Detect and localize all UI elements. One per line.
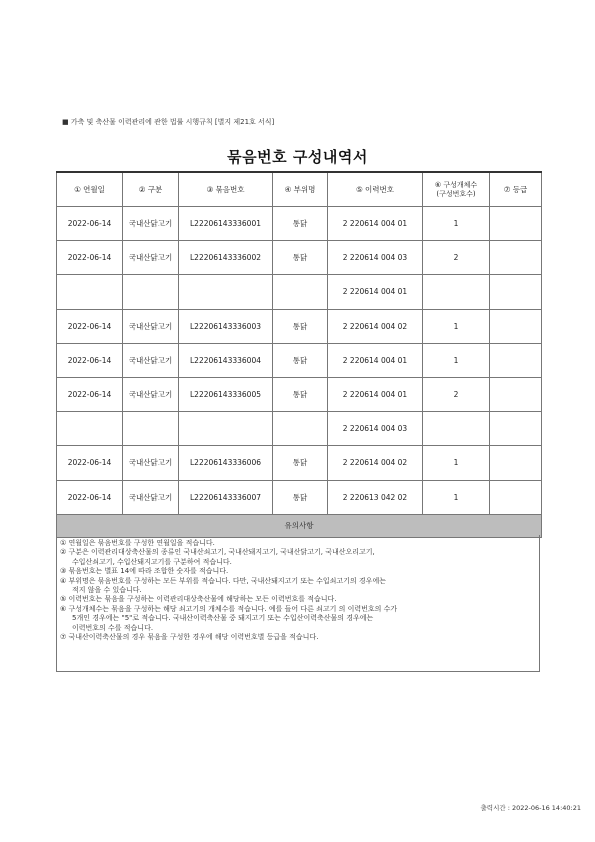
table-row [57,412,542,446]
cell-grade [490,275,542,309]
cell-date: 2022-06-14 [57,480,123,514]
cell-part-name: 통닭 [273,446,328,480]
cell-date: 2022-06-14 [57,446,123,480]
cell-date [57,275,123,309]
form-reference-note: ■ 가축 및 축산물 이력관리에 관한 법률 시행규칙 [별지 제21호 서식] [62,118,275,126]
cell-trace-number: 2 220614 004 01 [328,207,423,241]
column-header-grade: ⑦ 등급 [490,172,542,207]
table-row [57,207,542,241]
table-row [57,275,542,309]
table-row [57,480,542,514]
cell-date: 2022-06-14 [57,241,123,275]
cell-count: 1 [423,446,490,480]
column-header-count-line2: (구성번호수) [436,189,476,198]
cell-grade [490,377,542,411]
document-title: 묶음번호 구성내역서 [227,148,368,166]
table-row [57,241,542,275]
cell-count [423,412,490,446]
cell-count: 1 [423,343,490,377]
column-header-type: ② 구분 [123,172,179,207]
cell-bundle-number [179,412,273,446]
table-row [57,446,542,480]
column-header-part-name: ④ 부위명 [273,172,328,207]
cell-type: 국내산닭고기 [123,241,179,275]
cell-bundle-number: L22206143336004 [179,343,273,377]
cell-trace-number: 2 220614 004 01 [328,377,423,411]
column-header-count [423,172,490,207]
cell-trace-number: 2 220614 004 02 [328,446,423,480]
cell-part-name: 통닭 [273,480,328,514]
note-item-continuation: 적지 않을 수 있습니다. [72,586,142,595]
cell-grade [490,446,542,480]
notes-header-row [57,514,542,537]
cell-bundle-number: L22206143336005 [179,377,273,411]
cell-bundle-number: L22206143336002 [179,241,273,275]
note-item: ② 구분은 이력관리대상축산물의 종류인 국내산쇠고기, 국내산돼지고기, 국내산닭고기, 국내산오리고기, [60,548,375,557]
cell-bundle-number: L22206143336006 [179,446,273,480]
cell-date: 2022-06-14 [57,377,123,411]
cell-part-name [273,275,328,309]
cell-count: 1 [423,207,490,241]
cell-type: 국내산닭고기 [123,446,179,480]
cell-date: 2022-06-14 [57,207,123,241]
printed-timestamp: 출력시간 : 2022-06-16 14:40:21 [480,804,581,812]
note-item: ⑦ 국내산이력축산물의 경우 묶음을 구성한 경우에 해당 이력번호별 등급을 적습니다. [60,633,319,642]
note-item-continuation: 수입산쇠고기, 수입산돼지고기를 구분하여 적습니다. [72,557,232,566]
table-row [57,343,542,377]
note-item: ③ 묶음번호는 별표 14에 따라 조합한 숫자를 적습니다. [60,567,229,576]
cell-part-name: 통닭 [273,241,328,275]
cell-count: 2 [423,241,490,275]
cell-type: 국내산닭고기 [123,480,179,514]
cell-count: 1 [423,480,490,514]
table-header-row [57,172,542,207]
cell-type: 국내산닭고기 [123,377,179,411]
note-item-continuation: 5개인 경우에는 "5"로 적습니다. 국내산이력축산물 중 돼지고기 또는 수입산이력축산물의 경우에는 [72,614,374,623]
column-header-date: ① 연월일 [57,172,123,207]
cell-part-name: 통닭 [273,377,328,411]
cell-grade [490,309,542,343]
cell-grade [490,241,542,275]
cell-trace-number: 2 220614 004 01 [328,343,423,377]
cell-bundle-number: L22206143336007 [179,480,273,514]
cell-bundle-number: L22206143336003 [179,309,273,343]
cell-grade [490,343,542,377]
note-item: ⑥ 구성개체수는 묶음을 구성하는 해당 쇠고기의 개체수를 적습니다. 예를 들어 다른 쇠고기 의 이력번호의 수가 [60,604,398,613]
cell-count [423,275,490,309]
cell-type: 국내산닭고기 [123,343,179,377]
cell-grade [490,207,542,241]
cell-date [57,412,123,446]
cell-bundle-number: L22206143336001 [179,207,273,241]
note-item: ⑤ 이력번호는 묶음을 구성하는 이력관리대상축산물에 해당하는 모든 이력번호를 적습니다. [60,595,337,604]
cell-part-name: 통닭 [273,343,328,377]
column-header-bundle-number: ③ 묶음번호 [179,172,273,207]
cell-bundle-number [179,275,273,309]
cell-grade [490,412,542,446]
cell-trace-number: 2 220613 042 02 [328,480,423,514]
notes-title: 유의사항 [57,514,542,537]
cell-grade [490,480,542,514]
cell-date: 2022-06-14 [57,343,123,377]
table-row [57,309,542,343]
cell-part-name [273,412,328,446]
note-item-continuation: 이력번호의 수를 적습니다. [72,623,154,632]
cell-type [123,275,179,309]
notes-list [60,539,535,642]
cell-part-name: 통닭 [273,207,328,241]
cell-trace-number: 2 220614 004 01 [328,275,423,309]
cell-type [123,412,179,446]
cell-trace-number: 2 220614 004 03 [328,412,423,446]
cell-count: 1 [423,309,490,343]
bundle-composition-table [56,171,542,538]
table-row [57,377,542,411]
note-item: ④ 부위명은 묶음번호를 구성하는 모든 부위를 적습니다. 다만, 국내산돼지고기 또는 수입쇠고기의 경우에는 [60,576,386,585]
cell-trace-number: 2 220614 004 02 [328,309,423,343]
note-item: ① 연월일은 묶음번호를 구성한 연월일을 적습니다. [60,539,215,547]
cell-date: 2022-06-14 [57,309,123,343]
cell-type: 국내산닭고기 [123,309,179,343]
cell-part-name: 통닭 [273,309,328,343]
cell-type: 국내산닭고기 [123,207,179,241]
cell-trace-number: 2 220614 004 03 [328,241,423,275]
cell-count: 2 [423,377,490,411]
column-header-count-line1: ⑥ 구성개체수 [434,180,478,189]
column-header-trace-number: ⑤ 이력번호 [328,172,423,207]
